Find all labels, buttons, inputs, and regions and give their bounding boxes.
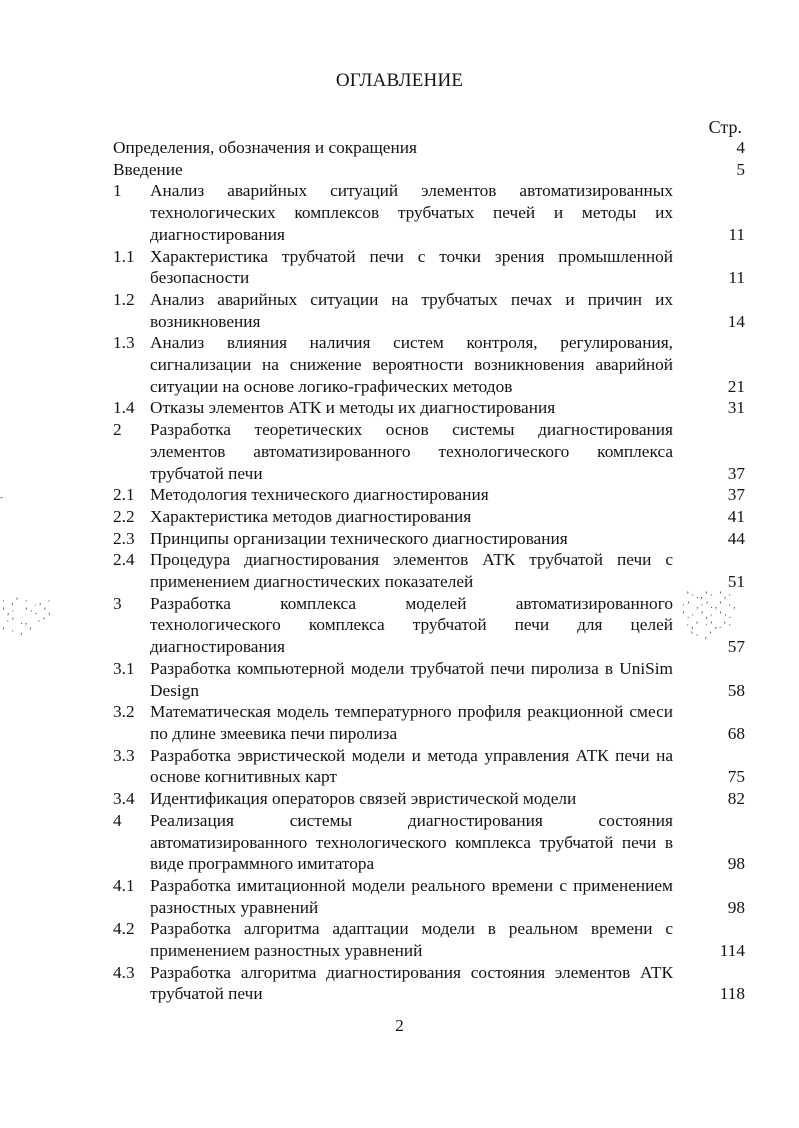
- toc-entry-number: 1.2: [113, 289, 135, 309]
- toc-entry-title: Принципы организации технического диагностирования: [150, 528, 568, 548]
- toc-entry-title: Определения, обозначения и сокращения: [113, 138, 417, 157]
- toc-entry-page: 41: [727, 506, 745, 526]
- toc-entry-title: Введение: [113, 159, 183, 179]
- toc-entry-number: 1.3: [113, 333, 135, 353]
- table-of-contents: [113, 137, 745, 1005]
- toc-entry-page: 51: [727, 572, 745, 592]
- toc-entry: [113, 745, 745, 788]
- toc-entry: [113, 397, 745, 419]
- page-title: ОГЛАВЛЕНИЕ: [335, 70, 464, 91]
- toc-entry: [113, 962, 745, 1005]
- toc-entry: [113, 810, 745, 875]
- toc-entry: [113, 137, 745, 159]
- scan-noise-right: ʼ·.,ʼ· ʼ,· ·ʼ ,·ʼ.,ʼ ·, ʼ.· ʼ,· ʼ·. ·,ʼ ·ʼ,.ʼ· ʼ· ,ʼ: [682, 590, 738, 640]
- toc-entry: [113, 549, 745, 592]
- toc-entry-page: 98: [727, 854, 745, 874]
- toc-entry-page: 58: [727, 680, 745, 700]
- toc-entry-number: 2.3: [113, 528, 135, 548]
- toc-entry-number: 4.1: [113, 875, 135, 895]
- scan-mark: -: [0, 492, 5, 502]
- toc-entry: [113, 875, 745, 918]
- scan-noise-left: · ,ʼ · ˌ, · ʼ,· ʼ·. ʼ, ·ʼ ., ·ʼ ʼ · , ʼ: [2, 596, 53, 636]
- toc-entry-page: 37: [727, 485, 745, 505]
- toc-entry-page: 5: [736, 159, 745, 179]
- toc-entry-page: 21: [727, 376, 745, 396]
- toc-entry-title: Анализ аварийных ситуаций элементов автоматизированных технологических комплексов трубчатых печей и методы их диагностирования: [150, 181, 673, 244]
- toc-entry-title: Разработка алгоритма диагностирования состояния элементов АТК трубчатой печи: [150, 962, 673, 1004]
- page-column-label: Стр.: [708, 117, 742, 137]
- toc-entry-number: 3.4: [113, 789, 135, 809]
- toc-entry-title: Разработка алгоритма адаптации модели в реальном времени с применением разностных уравнений: [150, 919, 673, 961]
- toc-entry-page: 11: [728, 224, 745, 244]
- toc-entry-page: 14: [727, 311, 745, 331]
- toc-entry: [113, 593, 745, 658]
- toc-entry-title: Анализ влияния наличия систем контроля, регулирования, сигнализации на снижение вероятности возникновения аварийной ситуации на основе логико-графических методов: [150, 333, 673, 396]
- toc-entry: [113, 289, 745, 332]
- toc-entry-page: 98: [727, 897, 745, 917]
- toc-entry: [113, 484, 745, 506]
- toc-entry-number: 4.2: [113, 919, 135, 939]
- toc-entry-page: 31: [727, 398, 745, 418]
- toc-entry-title: Анализ аварийных ситуации на трубчатых печах и причин их возникновения: [150, 289, 673, 331]
- toc-entry: [113, 180, 745, 245]
- toc-entry-title: Процедура диагностирования элементов АТК трубчатой печи с применением диагностических показателей: [150, 550, 673, 592]
- toc-entry-page: 118: [719, 984, 745, 1004]
- toc-entry-title: Реализация системы диагностирования состояния автоматизированного технологического комплекса трубчатой печи в виде программного имитатора: [150, 810, 673, 874]
- toc-entry-title: Разработка теоретических основ системы диагностирования элементов автоматизированного технологического комплекса трубчатой печи: [150, 420, 673, 483]
- toc-entry: [113, 658, 745, 701]
- toc-entry-page: 114: [719, 941, 745, 961]
- toc-entry-page: 68: [727, 723, 745, 743]
- toc-entry-page: 75: [727, 767, 745, 787]
- toc-entry-number: 1.1: [113, 246, 135, 266]
- toc-entry-number: 1: [113, 181, 122, 201]
- toc-entry: [113, 419, 745, 484]
- toc-entry-number: 3: [113, 593, 122, 613]
- toc-entry-title: Математическая модель температурного профиля реакционной смеси по длине змеевика печи пиролиза: [150, 702, 673, 743]
- toc-entry-number: 4.3: [113, 962, 135, 982]
- toc-entry-page: 82: [727, 789, 745, 809]
- toc-entry-number: 2.4: [113, 550, 135, 570]
- toc-entry-page: 4: [736, 138, 745, 157]
- toc-entry-number: 3.3: [113, 745, 135, 765]
- toc-entry: [113, 788, 745, 810]
- toc-entry-number: 2.1: [113, 485, 135, 505]
- toc-entry-number: 4: [113, 810, 122, 830]
- toc-entry-number: 3.2: [113, 702, 135, 722]
- toc-entry-title: Разработка комплекса моделей автоматизированного технологического комплекса трубчатой печи для целей диагностирования: [150, 593, 673, 657]
- toc-entry: [113, 506, 745, 528]
- toc-entry-number: 2.2: [113, 506, 135, 526]
- toc-entry: [113, 159, 745, 181]
- toc-entry-title: Характеристика методов диагностирования: [150, 506, 472, 526]
- toc-entry-title: Методология технического диагностирования: [150, 485, 489, 505]
- toc-entry-page: 44: [727, 528, 745, 548]
- toc-entry-page: 57: [727, 637, 745, 657]
- toc-entry: [113, 918, 745, 961]
- toc-entry-title: Отказы элементов АТК и методы их диагностирования: [150, 398, 556, 418]
- toc-entry: [113, 701, 745, 744]
- page-number: 2: [395, 1016, 404, 1035]
- toc-entry: [113, 246, 745, 289]
- toc-entry-number: 3.1: [113, 658, 135, 678]
- toc-entry-title: Идентификация операторов связей эвристической модели: [150, 789, 577, 809]
- toc-entry: [113, 528, 745, 550]
- toc-entry-page: 11: [728, 268, 745, 288]
- toc-entry-number: 1.4: [113, 398, 135, 418]
- toc-entry-title: Разработка эвристической модели и метода управления АТК печи на основе когнитивных карт: [150, 745, 673, 787]
- toc-entry-title: Характеристика трубчатой печи с точки зрения промышленной безопасности: [150, 246, 673, 288]
- toc-entry-number: 2: [113, 420, 122, 440]
- toc-entry: [113, 332, 745, 397]
- toc-entry-page: 37: [727, 463, 745, 483]
- toc-entry-title: Разработка компьютерной модели трубчатой печи пиролиза в UniSim Design: [150, 658, 673, 700]
- toc-entry-title: Разработка имитационной модели реального времени с применением разностных уравнений: [150, 875, 673, 917]
